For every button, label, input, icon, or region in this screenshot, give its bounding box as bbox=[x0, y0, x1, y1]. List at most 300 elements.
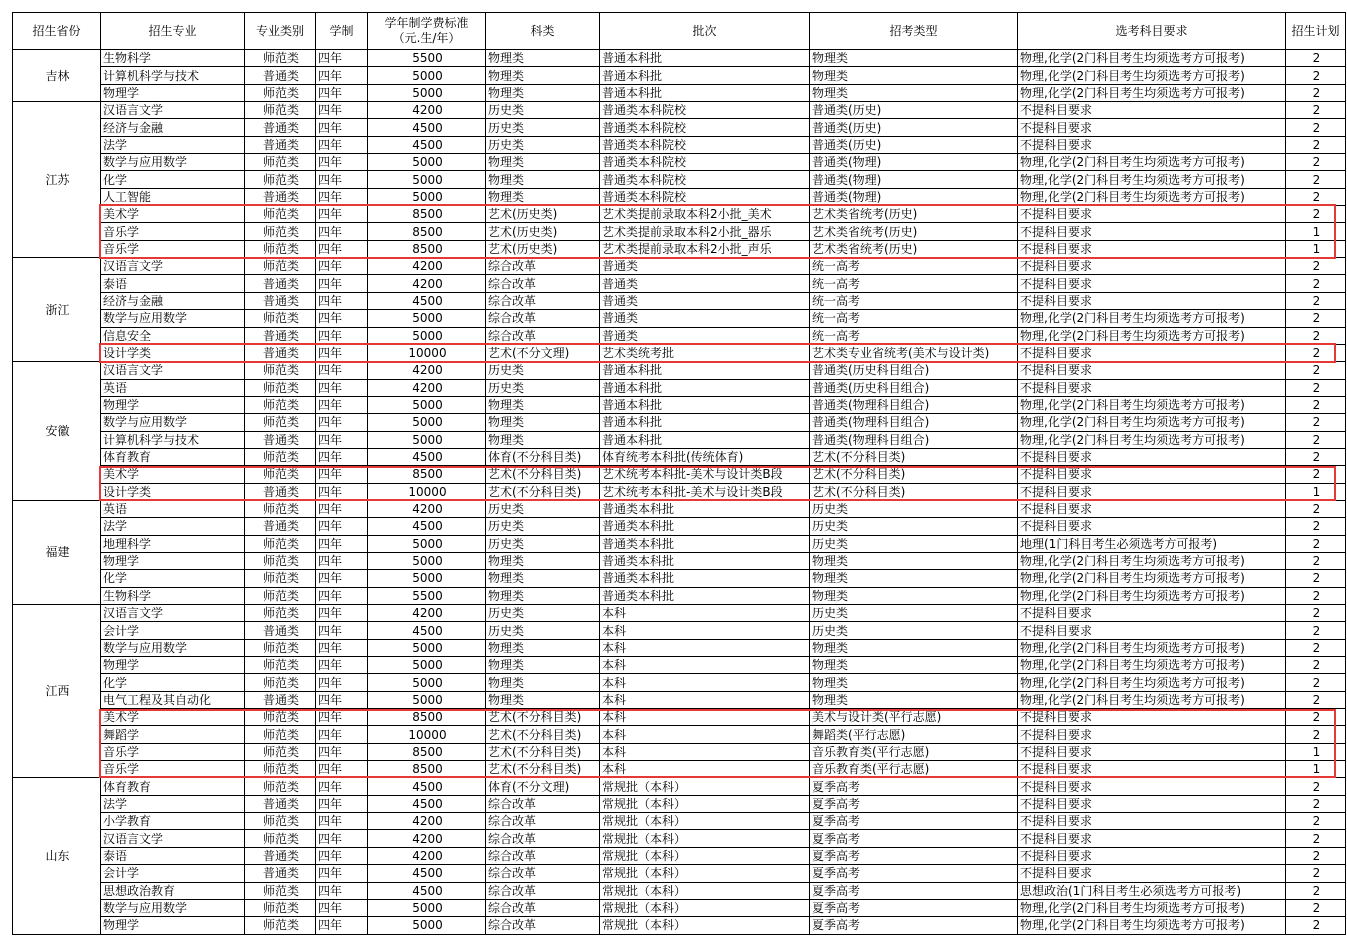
batch-cell: 常规批（本科） bbox=[600, 778, 810, 795]
duration-cell: 四年 bbox=[316, 50, 368, 67]
subject-requirement-cell: 不提科目要求 bbox=[1018, 795, 1286, 812]
subject-requirement-cell: 物理,化学(2门科目考生均须选考方可报考) bbox=[1018, 570, 1286, 587]
table-row bbox=[13, 865, 1346, 882]
duration-cell: 四年 bbox=[316, 102, 368, 119]
duration-cell: 四年 bbox=[316, 206, 368, 223]
exam-type-cell: 音乐教育类(平行志愿) bbox=[810, 743, 1018, 760]
subject-requirement-cell: 不提科目要求 bbox=[1018, 240, 1286, 257]
major-cell: 汉语言文学 bbox=[101, 605, 245, 622]
major-cell: 体育教育 bbox=[101, 778, 245, 795]
tuition-cell: 5500 bbox=[368, 587, 486, 604]
tuition-cell: 5000 bbox=[368, 310, 486, 327]
major-type-cell: 师范类 bbox=[245, 362, 316, 379]
header-duration: 学制 bbox=[316, 13, 368, 50]
subject-category-cell: 综合改革 bbox=[486, 310, 600, 327]
batch-cell: 常规批（本科） bbox=[600, 899, 810, 916]
subject-requirement-cell: 物理,化学(2门科目考生均须选考方可报考) bbox=[1018, 84, 1286, 101]
subject-category-cell: 综合改革 bbox=[486, 917, 600, 934]
duration-cell: 四年 bbox=[316, 84, 368, 101]
duration-cell: 四年 bbox=[316, 344, 368, 361]
subject-requirement-cell: 不提科目要求 bbox=[1018, 778, 1286, 795]
subject-requirement-cell: 不提科目要求 bbox=[1018, 518, 1286, 535]
subject-category-cell: 物理类 bbox=[486, 570, 600, 587]
subject-category-cell: 体育(不分文理) bbox=[486, 778, 600, 795]
exam-type-cell: 普通类(物理) bbox=[810, 154, 1018, 171]
duration-cell: 四年 bbox=[316, 899, 368, 916]
major-cell: 泰语 bbox=[101, 275, 245, 292]
major-cell: 数学与应用数学 bbox=[101, 154, 245, 171]
tuition-cell: 5000 bbox=[368, 552, 486, 569]
tuition-cell: 4200 bbox=[368, 605, 486, 622]
enrollment-plan-cell: 2 bbox=[1286, 899, 1346, 916]
major-type-cell: 师范类 bbox=[245, 50, 316, 67]
enrollment-plan-cell: 2 bbox=[1286, 466, 1346, 483]
enrollment-plan-cell: 2 bbox=[1286, 847, 1346, 864]
province-cell: 福建 bbox=[13, 500, 101, 604]
enrollment-plan-cell: 2 bbox=[1286, 414, 1346, 431]
tuition-cell: 5000 bbox=[368, 657, 486, 674]
duration-cell: 四年 bbox=[316, 223, 368, 240]
enrollment-plan-cell: 2 bbox=[1286, 171, 1346, 188]
subject-category-cell: 物理类 bbox=[486, 691, 600, 708]
subject-category-cell: 历史类 bbox=[486, 119, 600, 136]
exam-type-cell: 物理类 bbox=[810, 657, 1018, 674]
header-subject-category: 科类 bbox=[486, 13, 600, 50]
table-row bbox=[13, 917, 1346, 934]
enrollment-plan-cell: 2 bbox=[1286, 535, 1346, 552]
subject-category-cell: 物理类 bbox=[486, 67, 600, 84]
major-cell: 电气工程及其自动化 bbox=[101, 691, 245, 708]
major-cell: 数学与应用数学 bbox=[101, 310, 245, 327]
exam-type-cell: 物理类 bbox=[810, 84, 1018, 101]
tuition-cell: 5000 bbox=[368, 188, 486, 205]
duration-cell: 四年 bbox=[316, 483, 368, 500]
exam-type-cell: 夏季高考 bbox=[810, 778, 1018, 795]
duration-cell: 四年 bbox=[316, 275, 368, 292]
duration-cell: 四年 bbox=[316, 605, 368, 622]
subject-requirement-cell: 物理,化学(2门科目考生均须选考方可报考) bbox=[1018, 310, 1286, 327]
exam-type-cell: 普通类(历史科目组合) bbox=[810, 379, 1018, 396]
batch-cell: 普通本科批 bbox=[600, 396, 810, 413]
enrollment-plan-cell: 2 bbox=[1286, 674, 1346, 691]
subject-category-cell: 历史类 bbox=[486, 622, 600, 639]
subject-requirement-cell: 物理,化学(2门科目考生均须选考方可报考) bbox=[1018, 552, 1286, 569]
table-row bbox=[13, 362, 1346, 379]
batch-cell: 本科 bbox=[600, 709, 810, 726]
subject-requirement-cell: 不提科目要求 bbox=[1018, 223, 1286, 240]
duration-cell: 四年 bbox=[316, 414, 368, 431]
table-row bbox=[13, 414, 1346, 431]
major-type-cell: 师范类 bbox=[245, 882, 316, 899]
major-type-cell: 普通类 bbox=[245, 292, 316, 309]
tuition-cell: 10000 bbox=[368, 344, 486, 361]
subject-category-cell: 物理类 bbox=[486, 587, 600, 604]
exam-type-cell: 物理类 bbox=[810, 587, 1018, 604]
tuition-cell: 4500 bbox=[368, 865, 486, 882]
table-row bbox=[13, 639, 1346, 656]
table-row bbox=[13, 830, 1346, 847]
subject-category-cell: 综合改革 bbox=[486, 865, 600, 882]
tuition-cell: 4200 bbox=[368, 379, 486, 396]
batch-cell: 本科 bbox=[600, 674, 810, 691]
batch-cell: 本科 bbox=[600, 691, 810, 708]
table-row bbox=[13, 223, 1346, 240]
table-row bbox=[13, 500, 1346, 517]
exam-type-cell: 统一高考 bbox=[810, 327, 1018, 344]
table-row bbox=[13, 691, 1346, 708]
subject-requirement-cell: 物理,化学(2门科目考生均须选考方可报考) bbox=[1018, 917, 1286, 934]
enrollment-plan-cell: 2 bbox=[1286, 917, 1346, 934]
duration-cell: 四年 bbox=[316, 830, 368, 847]
table-row bbox=[13, 761, 1346, 778]
enrollment-plan-cell: 1 bbox=[1286, 223, 1346, 240]
table-row bbox=[13, 240, 1346, 257]
duration-cell: 四年 bbox=[316, 518, 368, 535]
major-type-cell: 师范类 bbox=[245, 813, 316, 830]
major-cell: 物理学 bbox=[101, 552, 245, 569]
subject-requirement-cell: 不提科目要求 bbox=[1018, 743, 1286, 760]
subject-requirement-cell: 不提科目要求 bbox=[1018, 483, 1286, 500]
subject-requirement-cell: 物理,化学(2门科目考生均须选考方可报考) bbox=[1018, 587, 1286, 604]
exam-type-cell: 统一高考 bbox=[810, 292, 1018, 309]
batch-cell: 普通类 bbox=[600, 275, 810, 292]
major-type-cell: 师范类 bbox=[245, 535, 316, 552]
enrollment-plan-cell: 2 bbox=[1286, 605, 1346, 622]
major-cell: 泰语 bbox=[101, 847, 245, 864]
header-province: 招生省份 bbox=[13, 13, 101, 50]
tuition-cell: 8500 bbox=[368, 761, 486, 778]
duration-cell: 四年 bbox=[316, 882, 368, 899]
duration-cell: 四年 bbox=[316, 310, 368, 327]
enrollment-plan-cell: 1 bbox=[1286, 483, 1346, 500]
batch-cell: 普通类 bbox=[600, 258, 810, 275]
subject-category-cell: 艺术(不分科目类) bbox=[486, 761, 600, 778]
exam-type-cell: 历史类 bbox=[810, 518, 1018, 535]
exam-type-cell: 普通类(物理) bbox=[810, 171, 1018, 188]
batch-cell: 普通本科批 bbox=[600, 84, 810, 101]
enrollment-plan-cell: 2 bbox=[1286, 84, 1346, 101]
table-row bbox=[13, 119, 1346, 136]
subject-category-cell: 综合改革 bbox=[486, 882, 600, 899]
major-cell: 音乐学 bbox=[101, 743, 245, 760]
major-cell: 音乐学 bbox=[101, 761, 245, 778]
province-cell: 安徽 bbox=[13, 362, 101, 501]
duration-cell: 四年 bbox=[316, 674, 368, 691]
major-type-cell: 普通类 bbox=[245, 483, 316, 500]
exam-type-cell: 统一高考 bbox=[810, 258, 1018, 275]
batch-cell: 艺术类统考批 bbox=[600, 344, 810, 361]
major-cell: 地理科学 bbox=[101, 535, 245, 552]
exam-type-cell: 物理类 bbox=[810, 50, 1018, 67]
tuition-cell: 5000 bbox=[368, 171, 486, 188]
enrollment-plan-cell: 2 bbox=[1286, 379, 1346, 396]
major-cell: 物理学 bbox=[101, 657, 245, 674]
table-row bbox=[13, 674, 1346, 691]
batch-cell: 本科 bbox=[600, 743, 810, 760]
exam-type-cell: 艺术类省统考(历史) bbox=[810, 240, 1018, 257]
duration-cell: 四年 bbox=[316, 552, 368, 569]
subject-requirement-cell: 物理,化学(2门科目考生均须选考方可报考) bbox=[1018, 188, 1286, 205]
major-type-cell: 师范类 bbox=[245, 743, 316, 760]
major-type-cell: 普通类 bbox=[245, 795, 316, 812]
major-type-cell: 师范类 bbox=[245, 657, 316, 674]
major-type-cell: 师范类 bbox=[245, 223, 316, 240]
subject-category-cell: 艺术(不分科目类) bbox=[486, 726, 600, 743]
table-row bbox=[13, 344, 1346, 361]
major-type-cell: 师范类 bbox=[245, 674, 316, 691]
subject-requirement-cell: 不提科目要求 bbox=[1018, 119, 1286, 136]
major-cell: 汉语言文学 bbox=[101, 830, 245, 847]
tuition-cell: 4500 bbox=[368, 518, 486, 535]
major-cell: 信息安全 bbox=[101, 327, 245, 344]
tuition-cell: 8500 bbox=[368, 466, 486, 483]
batch-cell: 普通类 bbox=[600, 327, 810, 344]
enrollment-plan-cell: 2 bbox=[1286, 50, 1346, 67]
exam-type-cell: 夏季高考 bbox=[810, 917, 1018, 934]
enrollment-plan-cell: 2 bbox=[1286, 188, 1346, 205]
major-type-cell: 师范类 bbox=[245, 84, 316, 101]
major-type-cell: 师范类 bbox=[245, 605, 316, 622]
table-row bbox=[13, 882, 1346, 899]
subject-category-cell: 综合改革 bbox=[486, 847, 600, 864]
subject-category-cell: 体育(不分科目类) bbox=[486, 448, 600, 465]
batch-cell: 普通类本科批 bbox=[600, 587, 810, 604]
table-row bbox=[13, 743, 1346, 760]
exam-type-cell: 普通类(历史) bbox=[810, 102, 1018, 119]
duration-cell: 四年 bbox=[316, 778, 368, 795]
subject-requirement-cell: 不提科目要求 bbox=[1018, 448, 1286, 465]
major-cell: 人工智能 bbox=[101, 188, 245, 205]
enrollment-plan-cell: 2 bbox=[1286, 448, 1346, 465]
major-cell: 汉语言文学 bbox=[101, 258, 245, 275]
major-type-cell: 师范类 bbox=[245, 206, 316, 223]
batch-cell: 普通本科批 bbox=[600, 414, 810, 431]
tuition-cell: 4500 bbox=[368, 795, 486, 812]
batch-cell: 普通本科批 bbox=[600, 50, 810, 67]
batch-cell: 普通类本科院校 bbox=[600, 119, 810, 136]
enrollment-plan-cell: 1 bbox=[1286, 743, 1346, 760]
major-type-cell: 师范类 bbox=[245, 466, 316, 483]
major-type-cell: 师范类 bbox=[245, 154, 316, 171]
exam-type-cell: 艺术类省统考(历史) bbox=[810, 223, 1018, 240]
province-cell: 山东 bbox=[13, 778, 101, 934]
table-row bbox=[13, 518, 1346, 535]
batch-cell: 本科 bbox=[600, 726, 810, 743]
batch-cell: 艺术类提前录取本科2小批_美术 bbox=[600, 206, 810, 223]
major-type-cell: 普通类 bbox=[245, 344, 316, 361]
major-type-cell: 师范类 bbox=[245, 899, 316, 916]
subject-requirement-cell: 不提科目要求 bbox=[1018, 344, 1286, 361]
tuition-cell: 5000 bbox=[368, 327, 486, 344]
enrollment-plan-cell: 2 bbox=[1286, 570, 1346, 587]
enrollment-plan-cell: 2 bbox=[1286, 310, 1346, 327]
duration-cell: 四年 bbox=[316, 761, 368, 778]
tuition-cell: 5000 bbox=[368, 899, 486, 916]
batch-cell: 普通本科批 bbox=[600, 362, 810, 379]
subject-requirement-cell: 不提科目要求 bbox=[1018, 136, 1286, 153]
table-row bbox=[13, 448, 1346, 465]
major-type-cell: 普通类 bbox=[245, 622, 316, 639]
subject-requirement-cell: 不提科目要求 bbox=[1018, 726, 1286, 743]
enrollment-plan-cell: 2 bbox=[1286, 362, 1346, 379]
header-enrollment-plan: 招生计划 bbox=[1286, 13, 1346, 50]
exam-type-cell: 艺术(不分科目类) bbox=[810, 466, 1018, 483]
batch-cell: 普通类本科批 bbox=[600, 570, 810, 587]
subject-requirement-cell: 不提科目要求 bbox=[1018, 709, 1286, 726]
tuition-cell: 5000 bbox=[368, 917, 486, 934]
table-row bbox=[13, 899, 1346, 916]
tuition-cell: 5000 bbox=[368, 414, 486, 431]
subject-category-cell: 物理类 bbox=[486, 188, 600, 205]
tuition-cell: 10000 bbox=[368, 483, 486, 500]
table-row bbox=[13, 778, 1346, 795]
enrollment-plan-cell: 2 bbox=[1286, 795, 1346, 812]
major-cell: 舞蹈学 bbox=[101, 726, 245, 743]
enrollment-plan-cell: 2 bbox=[1286, 136, 1346, 153]
duration-cell: 四年 bbox=[316, 691, 368, 708]
subject-category-cell: 物理类 bbox=[486, 171, 600, 188]
batch-cell: 本科 bbox=[600, 761, 810, 778]
exam-type-cell: 普通类(历史) bbox=[810, 136, 1018, 153]
subject-requirement-cell: 不提科目要求 bbox=[1018, 605, 1286, 622]
exam-type-cell: 夏季高考 bbox=[810, 899, 1018, 916]
batch-cell: 本科 bbox=[600, 622, 810, 639]
duration-cell: 四年 bbox=[316, 154, 368, 171]
batch-cell: 常规批（本科） bbox=[600, 917, 810, 934]
subject-category-cell: 艺术(历史类) bbox=[486, 206, 600, 223]
enrollment-plan-cell: 2 bbox=[1286, 813, 1346, 830]
batch-cell: 艺术类提前录取本科2小批_声乐 bbox=[600, 240, 810, 257]
major-cell: 英语 bbox=[101, 379, 245, 396]
subject-requirement-cell: 物理,化学(2门科目考生均须选考方可报考) bbox=[1018, 674, 1286, 691]
subject-category-cell: 历史类 bbox=[486, 535, 600, 552]
table-row bbox=[13, 552, 1346, 569]
major-cell: 法学 bbox=[101, 136, 245, 153]
subject-category-cell: 艺术(历史类) bbox=[486, 223, 600, 240]
enrollment-plan-cell: 1 bbox=[1286, 240, 1346, 257]
exam-type-cell: 历史类 bbox=[810, 500, 1018, 517]
tuition-cell: 4200 bbox=[368, 500, 486, 517]
major-cell: 设计学类 bbox=[101, 344, 245, 361]
tuition-cell: 4200 bbox=[368, 258, 486, 275]
enrollment-plan-cell: 2 bbox=[1286, 396, 1346, 413]
enrollment-plan-cell: 2 bbox=[1286, 639, 1346, 656]
subject-requirement-cell: 不提科目要求 bbox=[1018, 466, 1286, 483]
major-cell: 物理学 bbox=[101, 917, 245, 934]
batch-cell: 普通类本科批 bbox=[600, 535, 810, 552]
major-cell: 设计学类 bbox=[101, 483, 245, 500]
exam-type-cell: 物理类 bbox=[810, 691, 1018, 708]
subject-requirement-cell: 物理,化学(2门科目考生均须选考方可报考) bbox=[1018, 154, 1286, 171]
tuition-cell: 10000 bbox=[368, 726, 486, 743]
tuition-cell: 4200 bbox=[368, 830, 486, 847]
table-row bbox=[13, 292, 1346, 309]
subject-category-cell: 物理类 bbox=[486, 50, 600, 67]
tuition-cell: 8500 bbox=[368, 223, 486, 240]
province-cell: 浙江 bbox=[13, 258, 101, 362]
enrollment-plan-cell: 2 bbox=[1286, 587, 1346, 604]
subject-requirement-cell: 不提科目要求 bbox=[1018, 102, 1286, 119]
major-type-cell: 师范类 bbox=[245, 552, 316, 569]
duration-cell: 四年 bbox=[316, 327, 368, 344]
tuition-cell: 4500 bbox=[368, 292, 486, 309]
subject-requirement-cell: 物理,化学(2门科目考生均须选考方可报考) bbox=[1018, 171, 1286, 188]
tuition-cell: 5000 bbox=[368, 154, 486, 171]
enrollment-plan-cell: 2 bbox=[1286, 275, 1346, 292]
major-type-cell: 普通类 bbox=[245, 136, 316, 153]
duration-cell: 四年 bbox=[316, 362, 368, 379]
subject-requirement-cell: 地理(1门科目考生必须选考方可报考) bbox=[1018, 535, 1286, 552]
header-exam-type: 招考类型 bbox=[810, 13, 1018, 50]
major-type-cell: 师范类 bbox=[245, 761, 316, 778]
subject-category-cell: 艺术(不分科目类) bbox=[486, 483, 600, 500]
batch-cell: 普通类本科院校 bbox=[600, 154, 810, 171]
exam-type-cell: 普通类(物理科目组合) bbox=[810, 396, 1018, 413]
enrollment-plan-cell: 2 bbox=[1286, 292, 1346, 309]
major-type-cell: 师范类 bbox=[245, 709, 316, 726]
major-type-cell: 师范类 bbox=[245, 570, 316, 587]
table-row bbox=[13, 310, 1346, 327]
subject-category-cell: 历史类 bbox=[486, 379, 600, 396]
major-type-cell: 普通类 bbox=[245, 518, 316, 535]
batch-cell: 普通类本科院校 bbox=[600, 171, 810, 188]
subject-requirement-cell: 不提科目要求 bbox=[1018, 362, 1286, 379]
major-cell: 数学与应用数学 bbox=[101, 899, 245, 916]
tuition-cell: 5000 bbox=[368, 431, 486, 448]
major-type-cell: 师范类 bbox=[245, 310, 316, 327]
batch-cell: 常规批（本科） bbox=[600, 847, 810, 864]
duration-cell: 四年 bbox=[316, 743, 368, 760]
duration-cell: 四年 bbox=[316, 657, 368, 674]
major-type-cell: 普通类 bbox=[245, 691, 316, 708]
subject-category-cell: 历史类 bbox=[486, 362, 600, 379]
exam-type-cell: 夏季高考 bbox=[810, 865, 1018, 882]
major-cell: 物理学 bbox=[101, 396, 245, 413]
enrollment-plan-cell: 2 bbox=[1286, 622, 1346, 639]
duration-cell: 四年 bbox=[316, 726, 368, 743]
batch-cell: 普通类本科院校 bbox=[600, 188, 810, 205]
exam-type-cell: 历史类 bbox=[810, 622, 1018, 639]
table-row bbox=[13, 587, 1346, 604]
tuition-cell: 4500 bbox=[368, 136, 486, 153]
table-row bbox=[13, 258, 1346, 275]
batch-cell: 常规批（本科） bbox=[600, 882, 810, 899]
subject-requirement-cell: 思想政治(1门科目考生必须选考方可报考) bbox=[1018, 882, 1286, 899]
major-cell: 音乐学 bbox=[101, 240, 245, 257]
subject-category-cell: 综合改革 bbox=[486, 275, 600, 292]
tuition-cell: 4200 bbox=[368, 813, 486, 830]
province-cell: 江苏 bbox=[13, 102, 101, 258]
enrollment-plan-cell: 2 bbox=[1286, 865, 1346, 882]
batch-cell: 普通类 bbox=[600, 310, 810, 327]
batch-cell: 普通本科批 bbox=[600, 379, 810, 396]
exam-type-cell: 统一高考 bbox=[810, 310, 1018, 327]
exam-type-cell: 美术与设计类(平行志愿) bbox=[810, 709, 1018, 726]
subject-category-cell: 历史类 bbox=[486, 605, 600, 622]
subject-category-cell: 物理类 bbox=[486, 639, 600, 656]
major-type-cell: 师范类 bbox=[245, 587, 316, 604]
enrollment-plan-cell: 2 bbox=[1286, 102, 1346, 119]
batch-cell: 普通类本科批 bbox=[600, 552, 810, 569]
batch-cell: 普通类本科院校 bbox=[600, 136, 810, 153]
tuition-cell: 8500 bbox=[368, 206, 486, 223]
table-row bbox=[13, 622, 1346, 639]
batch-cell: 本科 bbox=[600, 605, 810, 622]
major-cell: 美术学 bbox=[101, 206, 245, 223]
table-row bbox=[13, 605, 1346, 622]
major-type-cell: 师范类 bbox=[245, 379, 316, 396]
exam-type-cell: 普通类(物理科目组合) bbox=[810, 414, 1018, 431]
